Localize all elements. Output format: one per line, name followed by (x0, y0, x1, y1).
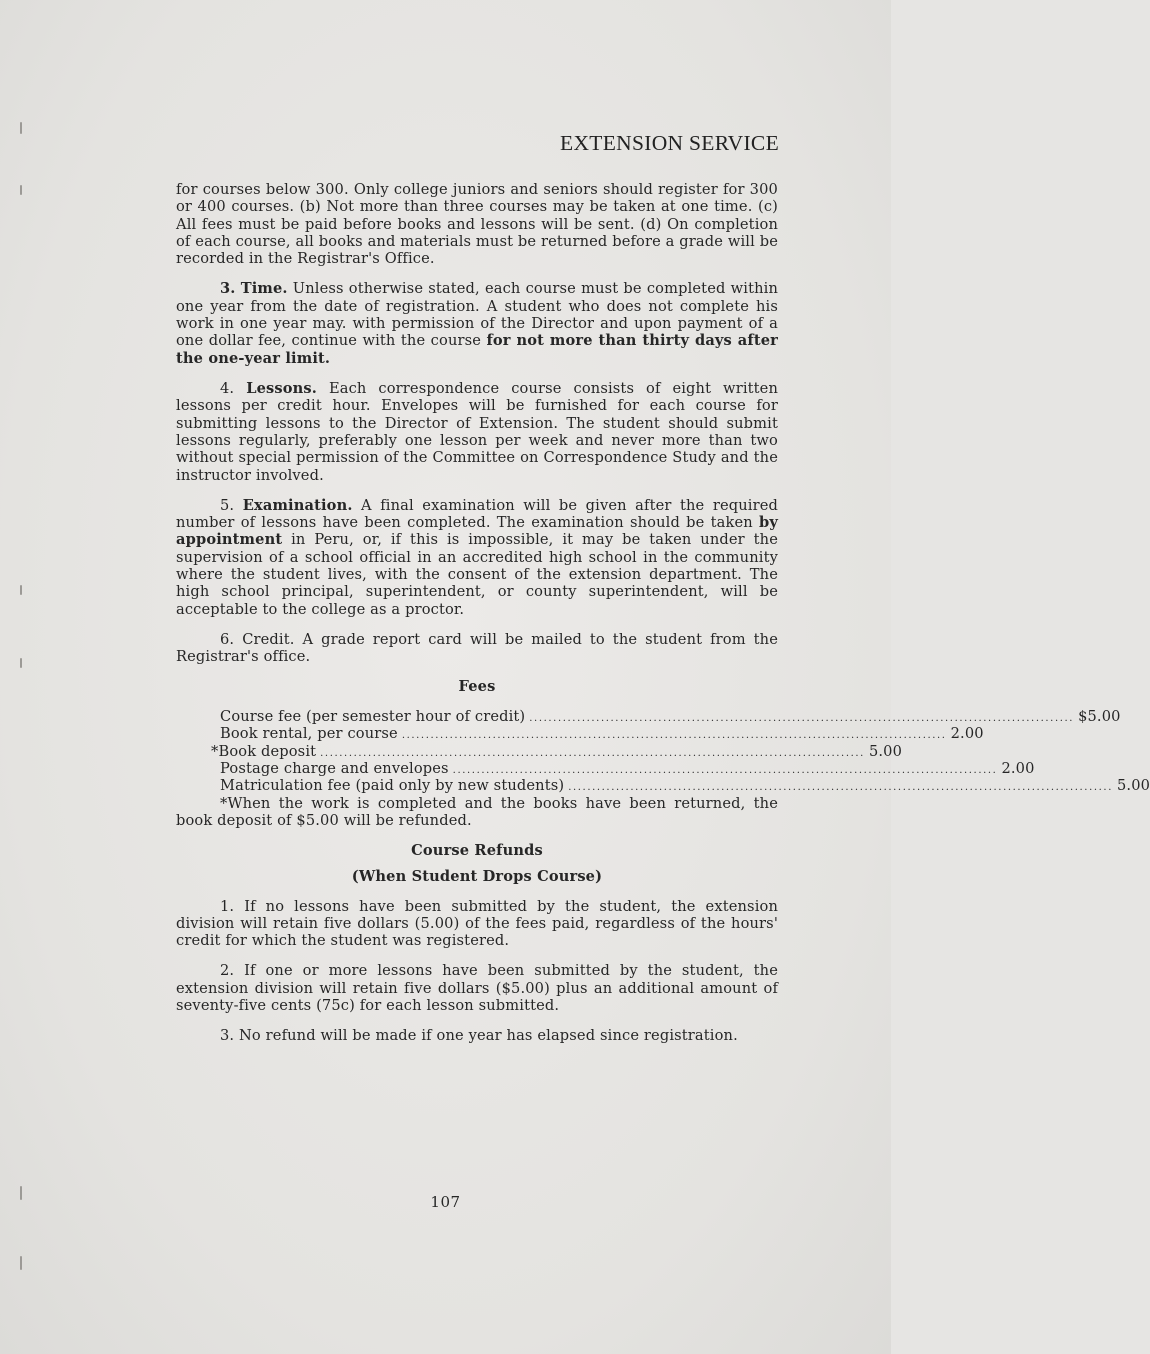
fees-footnote: *When the work is completed and the books have been returned, the book deposit of $5.00 will be refunded. (176, 794, 778, 830)
fee-amount: 5.00 (868, 742, 903, 760)
fee-label: Postage charge and envelopes (220, 760, 449, 778)
paragraph-examination (176, 497, 778, 618)
fee-amount: 2.00 (950, 725, 984, 743)
refunds-subheading: (When Student Drops Course) (351, 867, 603, 885)
paragraph-continued: for courses below 300. Only college juniors and seniors should register for 300 or 400 courses. (b) Not more than three courses may be taken at one time. (c) All fees must be paid before books and lessons will be sent. (d) On completion of each course, all books and materials must be returned before a grade will be recorded in the Registrar's Office. (176, 181, 779, 268)
dot-leader: .................................................................................................................. (401, 730, 947, 742)
paragraph-number: 5. (220, 496, 235, 514)
paragraph-text: in Peru, or, if this is impossible, it may be taken under the supervision of a school official in an accredited high school in the community where the student lives, with the consent of the extension department. The high school principal, superintendent, or county superintendent, will be acceptable to the college as a proctor. (176, 531, 778, 618)
fee-row (220, 760, 1035, 778)
paragraph-number: 6. (220, 630, 235, 648)
fee-row (220, 725, 984, 743)
binder-mark (20, 585, 22, 595)
binder-mark (20, 1256, 22, 1270)
refund-item: 2. If one or more lessons have been submitted by the student, the extension division will retain five dollars ($5.00) plus an additional amount of seventy-five cents (75c) for each lesson submitted. (176, 962, 778, 1014)
paragraph-title: Lessons. (246, 379, 318, 397)
paragraph-text: Credit. A grade report card will be mailed to the student from the Registrar's office. (176, 630, 778, 665)
page-number: 107 (430, 1193, 461, 1211)
paragraph-lessons (176, 380, 778, 484)
paragraph-text: Each correspondence course consists of eight written lessons per credit hour. Envelopes will be furnished for each course for submitting lessons to the Director of Extension. The student should submit lessons regularly, preferably one lesson per week and never more than two without special permission of the Committee on Correspondence Study and the instructor involved. (176, 379, 778, 484)
fee-amount: 2.00 (1001, 760, 1035, 778)
fee-label: Matriculation fee (paid only by new students) (220, 777, 565, 795)
paragraph-time (176, 280, 778, 367)
fee-amount: 5.00 (1116, 777, 1150, 795)
fees-heading: Fees (458, 678, 496, 696)
dot-leader: .................................................................................................................. (529, 713, 1075, 725)
fees-list (176, 708, 1150, 795)
paragraph-number: 4. (220, 379, 235, 397)
binder-mark (20, 658, 22, 668)
paragraph-number: 3. (220, 280, 236, 298)
refund-item: 1. If no lessons have been submitted by the student, the extension division will retain five dollars (5.00) of the fees paid, regardless of the hours' credit for which the student was registered. (176, 897, 778, 950)
paragraph-title: Examination. (242, 496, 353, 514)
refund-item: 3. No refund will be made if one year has elapsed since registration. (220, 1026, 738, 1044)
paragraph-text: Unless otherwise stated, each course must be completed within one year from the date of registration. A student who does not complete his work in one year may. with permission of the Director and upon payment of a one dollar fee, continue with the course (176, 280, 778, 350)
paragraph-bold-text: by appointment (176, 513, 778, 549)
refunds-heading: Course Refunds (411, 842, 543, 860)
dot-leader: .................................................................................................................. (452, 765, 998, 777)
binder-mark (20, 122, 22, 134)
fee-label: Course fee (per semester hour of credit) (220, 708, 526, 726)
dot-leader: .................................................................................................................. (568, 782, 1113, 794)
paragraph-credit (176, 631, 778, 666)
fee-amount: $5.00 (1078, 708, 1121, 726)
body-text (176, 181, 1150, 1057)
running-header: EXTENSION SERVICE (560, 131, 779, 155)
paragraph-text: A final examination will be given after the required number of lessons have been completed. The examination should be taken (176, 496, 778, 531)
fee-label: *Book deposit (211, 742, 317, 760)
dot-leader: .................................................................................................................. (320, 747, 865, 759)
fee-row (220, 708, 1121, 726)
paragraph-title: Time. (240, 280, 288, 298)
fee-row (211, 742, 903, 760)
paragraph-bold-text: for not more than thirty days after the one-year limit. (176, 332, 778, 367)
fee-row (220, 777, 1150, 795)
binder-mark (20, 185, 22, 195)
fee-label: Book rental, per course (220, 725, 398, 743)
